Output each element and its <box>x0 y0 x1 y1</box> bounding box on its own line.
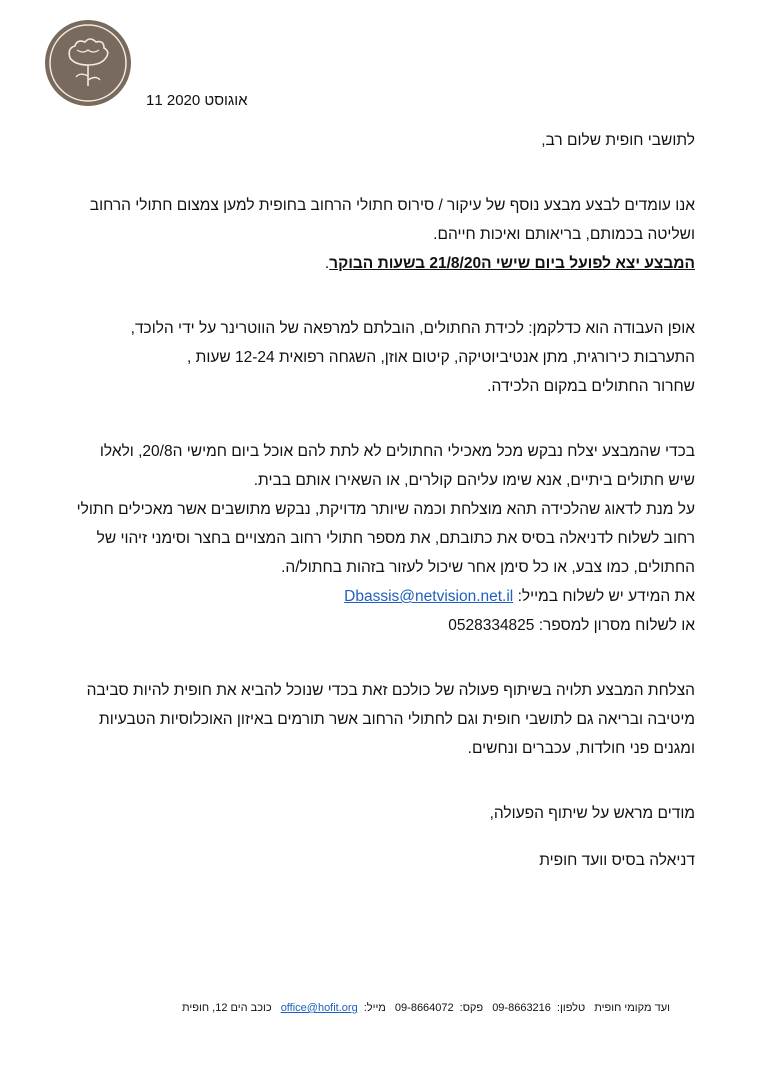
sms-line <box>70 611 695 640</box>
thanks-line: מודים מראש על שיתוף הפעולה, <box>489 805 695 822</box>
paragraph-line: שחרור החתולים במקום הלכידה. <box>487 378 695 395</box>
paragraph-line: רחוב לשלוח לדניאלה בסיס את כתובתם, את מספר חתולי רחוב המצויים בחצר וסימני זיהוי של <box>96 530 695 547</box>
operation-date-text: המבצע יצא לפועל ביום שישי ה21/8/20 בשעות הבוקר <box>329 255 695 272</box>
footer-mail-link[interactable]: office@hofit.org <box>280 1002 358 1014</box>
greeting: לתושבי חופית שלום רב, <box>541 132 695 149</box>
paragraph-line: אופן העבודה הוא כדלקמן: לכידת החתולים, הובלתם למרפאה של הווטרינר על ידי הלוכד, <box>130 320 695 337</box>
footer-mail-label: מייל: <box>363 1002 386 1014</box>
sms-label: או לשלוח מסרון למספר: <box>538 617 695 634</box>
paragraph-line: בכדי שהמבצע יצלח נבקש מכל מאכילי החתולים לא לתת להם אוכל ביום חמישי ה20/8, ולאלו <box>99 443 695 460</box>
footer-org: ועד מקומי חופית <box>594 1002 670 1014</box>
logo <box>45 20 131 106</box>
footer-phone-label: טלפון: <box>556 1002 586 1014</box>
email-link[interactable]: Dbassis@netvision.net.il <box>344 588 514 605</box>
signature: דניאלה בסיס וועד חופית <box>539 852 695 869</box>
footer-fax-label: פקס: <box>459 1002 484 1014</box>
carnation-flower-icon <box>45 20 131 106</box>
footer-phone: 09-8663216 <box>492 1002 551 1014</box>
paragraph-line: הצלחת המבצע תלויה בשיתוף פעולה של כולכם זאת בכדי שנוכל להביא את חופית להיות סביבה <box>86 682 695 699</box>
paragraph-line: התערבות כירורגית, מתן אנטיביוטיקה, קיטום אוזן, השגחה רפואית 12-24 שעות , <box>187 349 695 366</box>
footer <box>110 1002 670 1014</box>
operation-date-notice: המבצע יצא לפועל ביום שישי ה21/8/20 בשעות הבוקר. <box>324 255 695 272</box>
sms-number: 0528334825 <box>448 617 535 634</box>
paragraph-line: על מנת לדאוג שהלכידה תהא מוצלחת וכמה שיותר מדויקת, נבקש מתושבים אשר מאכילים חתולי <box>76 501 695 518</box>
paragraph-line: ושליטה בכמותם, בריאותם ואיכות חייהם. <box>433 226 695 243</box>
email-label: את המידע יש לשלוח במייל: <box>517 588 695 605</box>
footer-address: כוכב הים 12, חופית <box>182 1002 272 1014</box>
email-line <box>70 582 695 611</box>
letter-body <box>70 126 695 875</box>
paragraph-line: החתולים, כמו צבע, או כל סימן אחר שיכול לעזור בזהות בחתול/ה. <box>281 559 695 576</box>
footer-fax: 09-8664072 <box>394 1002 454 1014</box>
letter-date: 11 אוגוסט 2020 <box>146 92 248 109</box>
paragraph-line: מיטיבה ובריאה גם לתושבי חופית וגם לחתולי הרחוב אשר תורמים באיזון האוכלוסיות הטבעיות <box>99 711 695 728</box>
paragraph-line: ומגנים פני חולדות, עכברים ונחשים. <box>467 740 695 757</box>
paragraph-line: אנו עומדים לבצע מבצע נוסף של עיקור / סירוס חתולי הרחוב בחופית למען צמצום חתולי הרחוב <box>89 197 695 214</box>
paragraph-line: שיש חתולים ביתיים, אנא שימו עליהם קולרים, או השאירו אותם בבית. <box>253 472 695 489</box>
